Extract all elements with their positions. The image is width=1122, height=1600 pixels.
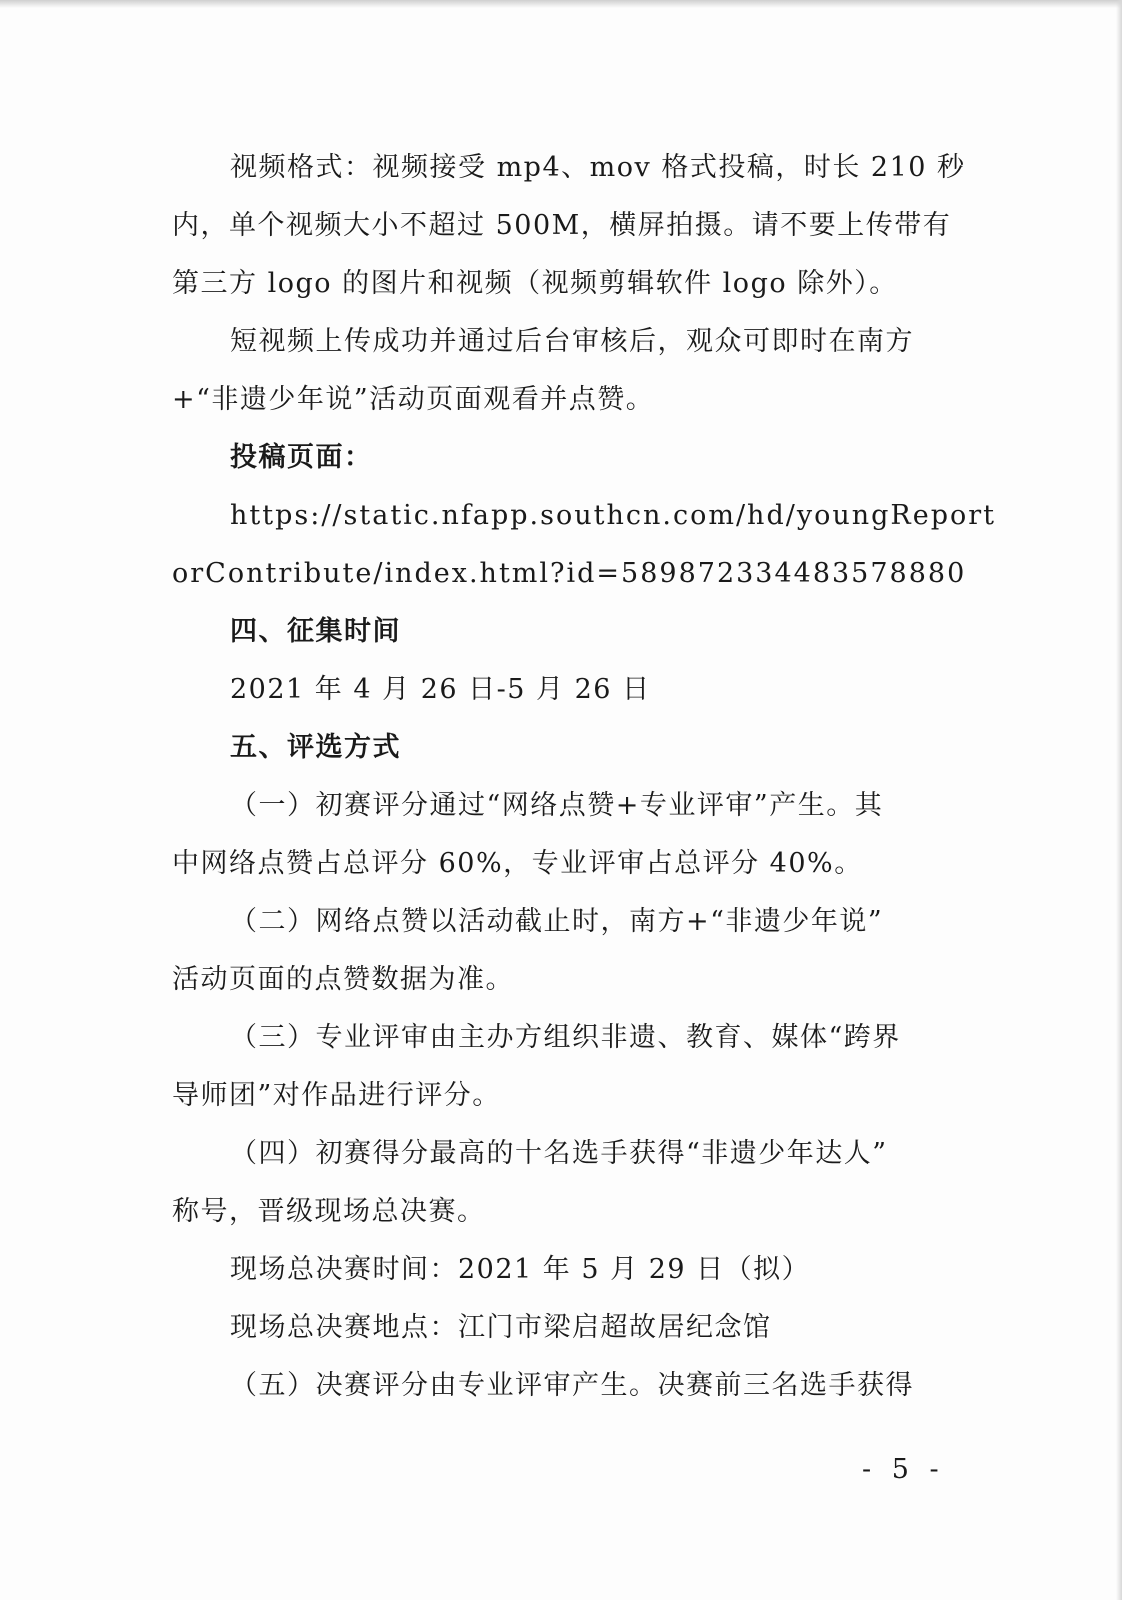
upload-review-line-2: +“非遗少年说”活动页面观看并点赞。 xyxy=(172,384,655,415)
video-format-line-3: 第三方 logo 的图片和视频（视频剪辑软件 logo 除外）。 xyxy=(172,268,898,299)
rule-four-line-1: （四）初赛得分最高的十名选手获得“非遗少年达人” xyxy=(230,1138,888,1169)
page-number: - 5 - xyxy=(862,1454,945,1485)
final-location: 现场总决赛地点：江门市梁启超故居纪念馆 xyxy=(230,1312,772,1343)
rule-one-line-2: 中网络点赞占总评分 60%，专业评审占总评分 40%。 xyxy=(172,848,863,879)
rule-one-line-1: （一）初赛评分通过“网络点赞+专业评审”产生。其 xyxy=(230,790,884,821)
scan-edge-top xyxy=(0,0,1122,8)
video-format-line-1: 视频格式：视频接受 mp4、mov 格式投稿，时长 210 秒 xyxy=(230,152,966,183)
video-format-line-2: 内，单个视频大小不超过 500M，横屏拍摄。请不要上传带有 xyxy=(172,210,952,241)
rule-two-line-2: 活动页面的点赞数据为准。 xyxy=(172,964,514,995)
upload-review-line-1: 短视频上传成功并通过后台审核后，观众可即时在南方 xyxy=(230,326,914,357)
rule-four-line-2: 称号，晋级现场总决赛。 xyxy=(172,1196,486,1227)
submission-url-line-1: https://static.nfapp.southcn.com/hd/youngReport xyxy=(230,500,996,531)
rule-three-line-2: 导师团”对作品进行评分。 xyxy=(172,1080,501,1111)
section-four-heading: 四、征集时间 xyxy=(230,616,401,647)
final-time: 现场总决赛时间：2021 年 5 月 29 日（拟） xyxy=(230,1254,811,1285)
submission-url-line-2: orContribute/index.html?id=589872334483578880 xyxy=(172,558,967,589)
submission-page-heading: 投稿页面： xyxy=(230,442,373,473)
rule-five-line-1: （五）决赛评分由专业评审产生。决赛前三名选手获得 xyxy=(230,1370,914,1401)
section-five-heading: 五、评选方式 xyxy=(230,732,401,763)
rule-three-line-1: （三）专业评审由主办方组织非遗、教育、媒体“跨界 xyxy=(230,1022,901,1053)
rule-two-line-1: （二）网络点赞以活动截止时，南方+“非遗少年说” xyxy=(230,906,884,937)
collection-period: 2021 年 4 月 26 日-5 月 26 日 xyxy=(230,674,651,705)
scan-edge-right xyxy=(1116,0,1122,1600)
